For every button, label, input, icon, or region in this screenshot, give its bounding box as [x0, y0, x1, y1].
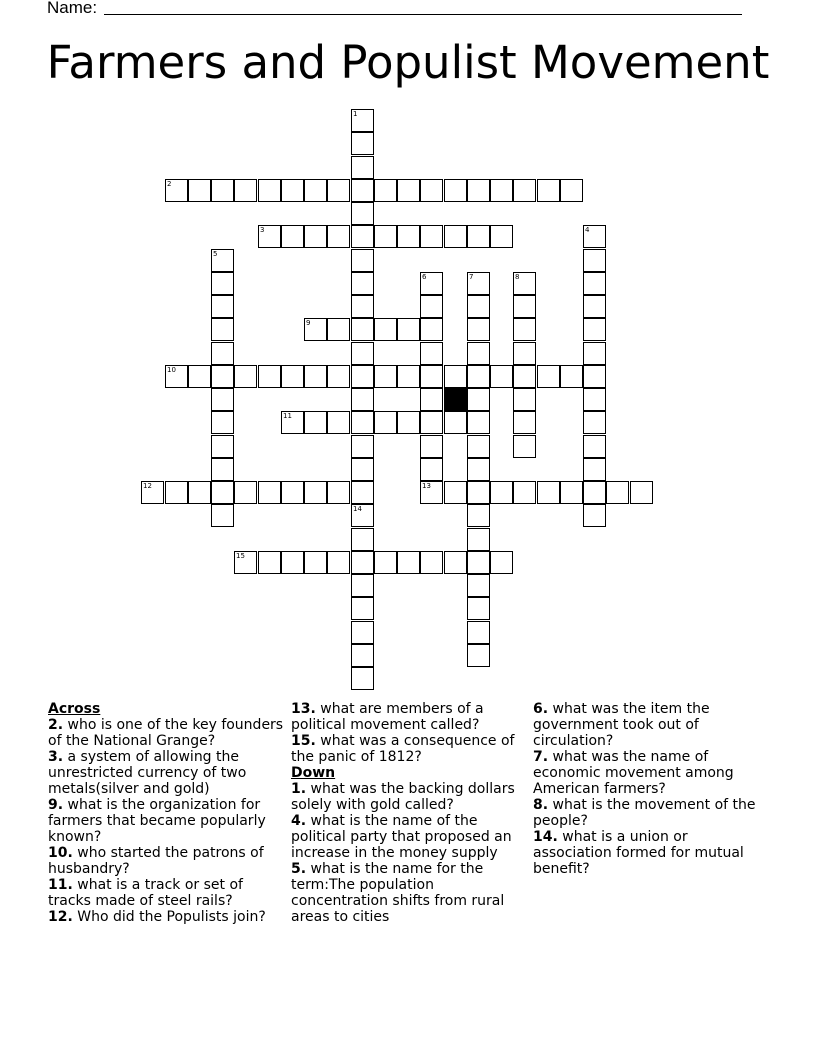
crossword-cell[interactable] [351, 365, 374, 388]
crossword-cell[interactable] [211, 365, 234, 388]
crossword-cell[interactable] [467, 342, 490, 365]
crossword-cell[interactable] [327, 411, 350, 434]
clue-number: 10 [167, 366, 176, 374]
crossword-cell[interactable] [351, 388, 374, 411]
crossword-cell[interactable] [397, 318, 420, 341]
crossword-cell[interactable] [351, 411, 374, 434]
crossword-cell[interactable] [188, 179, 211, 202]
crossword-cell[interactable] [490, 481, 513, 504]
crossword-cell[interactable] [513, 481, 536, 504]
crossword-cell[interactable] [490, 225, 513, 248]
crossword-cell[interactable] [537, 179, 560, 202]
clue-12 [48, 909, 284, 925]
crossword-cell[interactable] [211, 458, 234, 481]
crossword-cell[interactable] [583, 249, 606, 272]
crossword-cell[interactable] [234, 365, 257, 388]
crossword-cell[interactable] [583, 365, 606, 388]
clue-text: what is the organization for farmers that became popularly known? [48, 797, 266, 845]
clue-number: 13 [422, 482, 431, 490]
crossword-cell[interactable] [583, 318, 606, 341]
crossword-cell[interactable] [583, 411, 606, 434]
crossword-cell[interactable] [513, 272, 536, 295]
crossword-cell[interactable] [420, 481, 443, 504]
clue-text: what is a union or association formed for mutual benefit? [533, 829, 744, 877]
crossword-cell[interactable] [351, 667, 374, 690]
crossword-cell[interactable] [281, 551, 304, 574]
crossword-cell[interactable] [258, 179, 281, 202]
clue-number: 7 [469, 273, 474, 281]
crossword-cell[interactable] [351, 156, 374, 179]
clue-number-label: 12. [48, 909, 73, 925]
clue-text: what is the name of the political party that proposed an increase in the money supply [291, 813, 512, 861]
crossword-cell[interactable] [444, 481, 467, 504]
crossword-cell[interactable] [513, 318, 536, 341]
crossword-cell[interactable] [304, 551, 327, 574]
crossword-cell[interactable] [351, 225, 374, 248]
crossword-cell[interactable] [583, 272, 606, 295]
crossword-cell[interactable] [467, 272, 490, 295]
clue-number-label: 4. [291, 813, 307, 829]
crossword-cell[interactable] [211, 435, 234, 458]
across-heading: Across [48, 701, 101, 717]
clue-number-label: 5. [291, 861, 307, 877]
crossword-cell[interactable] [537, 365, 560, 388]
crossword-cell[interactable] [327, 481, 350, 504]
clue-text: what is a track or set of tracks made of steel rails? [48, 877, 243, 909]
clue-text: who started the patrons of husbandry? [48, 845, 264, 877]
clue-11 [48, 877, 284, 909]
clue-4 [291, 813, 527, 861]
crossword-cell[interactable] [327, 179, 350, 202]
clue-14 [533, 829, 769, 877]
crossword-cell[interactable] [351, 272, 374, 295]
crossword-cell[interactable] [467, 551, 490, 574]
crossword-cell[interactable] [165, 179, 188, 202]
crossword-cell[interactable] [211, 342, 234, 365]
crossword-cell[interactable] [327, 365, 350, 388]
crossword-cell[interactable] [583, 504, 606, 527]
crossword-cell[interactable] [281, 481, 304, 504]
clue-number-label: 9. [48, 797, 64, 813]
crossword-cell[interactable] [165, 365, 188, 388]
crossword-cell[interactable] [490, 179, 513, 202]
crossword-cell[interactable] [234, 551, 257, 574]
crossword-cell[interactable] [490, 365, 513, 388]
clue-2 [48, 717, 284, 749]
crossword-cell[interactable] [304, 481, 327, 504]
crossword-cell[interactable] [351, 318, 374, 341]
crossword-cell[interactable] [351, 481, 374, 504]
crossword-cell[interactable] [420, 295, 443, 318]
crossword-cell[interactable] [583, 458, 606, 481]
clue-text: what was the backing dollars solely with gold called? [291, 781, 515, 813]
clue-text: who is one of the key founders of the National Grange? [48, 717, 284, 749]
crossword-cell[interactable] [211, 388, 234, 411]
crossword-cell[interactable] [165, 481, 188, 504]
crossword-cell[interactable] [513, 388, 536, 411]
clue-number-label: 8. [533, 797, 549, 813]
crossword-cell[interactable] [211, 272, 234, 295]
crossword-cell[interactable] [351, 644, 374, 667]
clue-9 [48, 797, 284, 845]
crossword-cell[interactable] [374, 225, 397, 248]
crossword-cell[interactable] [281, 179, 304, 202]
crossword-cell[interactable] [420, 551, 443, 574]
crossword-cell[interactable] [513, 411, 536, 434]
crossword-cell[interactable] [211, 179, 234, 202]
clue-number: 12 [143, 482, 152, 490]
crossword-cell[interactable] [211, 295, 234, 318]
crossword-cell[interactable] [211, 249, 234, 272]
crossword-cell[interactable] [420, 225, 443, 248]
crossword-cell[interactable] [583, 388, 606, 411]
clue-number-label: 13. [291, 701, 316, 717]
crossword-cell[interactable] [467, 644, 490, 667]
crossword-cell[interactable] [420, 342, 443, 365]
crossword-cell[interactable] [351, 551, 374, 574]
crossword-cell[interactable] [560, 365, 583, 388]
crossword-cell[interactable] [583, 225, 606, 248]
crossword-cell[interactable] [374, 365, 397, 388]
crossword-cell[interactable] [583, 435, 606, 458]
crossword-cell[interactable] [258, 225, 281, 248]
crossword-cell[interactable] [490, 551, 513, 574]
crossword-cell[interactable] [420, 272, 443, 295]
crossword-cell[interactable] [374, 179, 397, 202]
crossword-cell[interactable] [351, 504, 374, 527]
clue-number: 3 [260, 226, 265, 234]
crossword-cell[interactable] [351, 342, 374, 365]
crossword-cell[interactable] [351, 574, 374, 597]
crossword-cell[interactable] [444, 225, 467, 248]
clue-number: 5 [213, 250, 218, 258]
crossword-cell[interactable] [351, 458, 374, 481]
crossword-cell[interactable] [444, 179, 467, 202]
clue-13 [291, 701, 527, 733]
crossword-cell[interactable] [583, 481, 606, 504]
clue-number: 11 [283, 412, 292, 420]
crossword-cell[interactable] [374, 551, 397, 574]
clue-column-2 [291, 701, 527, 925]
crossword-cell[interactable] [258, 365, 281, 388]
crossword-cell[interactable] [467, 411, 490, 434]
crossword-cell[interactable] [583, 342, 606, 365]
crossword-cell[interactable] [304, 411, 327, 434]
crossword-cell[interactable] [420, 388, 443, 411]
crossword-cell[interactable] [327, 225, 350, 248]
clue-6 [533, 701, 769, 749]
crossword-cell[interactable] [188, 481, 211, 504]
crossword-cell[interactable] [560, 179, 583, 202]
crossword-cell[interactable] [420, 179, 443, 202]
clue-column-3 [533, 701, 769, 877]
crossword-cell[interactable] [444, 365, 467, 388]
clue-text: what is the movement of the people? [533, 797, 756, 829]
crossword-cell[interactable] [444, 411, 467, 434]
crossword-cell[interactable] [467, 528, 490, 551]
crossword-cell[interactable] [351, 528, 374, 551]
crossword-cell[interactable] [467, 318, 490, 341]
crossword-cell[interactable] [467, 365, 490, 388]
crossword-cell[interactable] [281, 411, 304, 434]
crossword-cell[interactable] [467, 504, 490, 527]
clue-number: 9 [306, 319, 311, 327]
clue-text: what was the name of economic movement among American farmers? [533, 749, 734, 797]
crossword-cell[interactable] [467, 621, 490, 644]
clue-3 [48, 749, 284, 797]
clue-number-label: 6. [533, 701, 549, 717]
puzzle-title: Farmers and Populist Movement [46, 36, 770, 89]
clue-number: 8 [515, 273, 520, 281]
black-square [444, 388, 467, 411]
crossword-cell[interactable] [351, 109, 374, 132]
name-label: Name: [47, 0, 98, 17]
crossword-cell[interactable] [211, 411, 234, 434]
clue-5 [291, 861, 527, 925]
crossword-cell[interactable] [188, 365, 211, 388]
crossword-cell[interactable] [211, 481, 234, 504]
crossword-cell[interactable] [467, 435, 490, 458]
clue-number: 1 [353, 110, 358, 118]
crossword-cell[interactable] [351, 249, 374, 272]
crossword-cell[interactable] [258, 481, 281, 504]
clue-8 [533, 797, 769, 829]
crossword-cell[interactable] [513, 342, 536, 365]
crossword-cell[interactable] [304, 365, 327, 388]
crossword-cell[interactable] [351, 597, 374, 620]
crossword-cell[interactable] [467, 225, 490, 248]
clue-number: 4 [585, 226, 590, 234]
crossword-cell[interactable] [211, 504, 234, 527]
crossword-cell[interactable] [467, 179, 490, 202]
clue-text: Who did the Populists join? [72, 909, 266, 925]
clue-text: what is the name for the term:The population concentration shifts from rural areas to cities [291, 861, 505, 925]
crossword-cell[interactable] [513, 179, 536, 202]
clue-number-label: 11. [48, 877, 73, 893]
clue-number-label: 10. [48, 845, 73, 861]
crossword-cell[interactable] [351, 132, 374, 155]
crossword-cell[interactable] [467, 458, 490, 481]
clue-number-label: 7. [533, 749, 549, 765]
crossword-cell[interactable] [420, 435, 443, 458]
crossword-cell[interactable] [420, 318, 443, 341]
crossword-cell[interactable] [327, 551, 350, 574]
crossword-cell[interactable] [304, 318, 327, 341]
crossword-cell[interactable] [234, 179, 257, 202]
crossword-cell[interactable] [351, 621, 374, 644]
crossword-cell[interactable] [281, 365, 304, 388]
crossword-cell[interactable] [583, 295, 606, 318]
crossword-cell[interactable] [304, 179, 327, 202]
crossword-cell[interactable] [513, 295, 536, 318]
crossword-cell[interactable] [397, 411, 420, 434]
crossword-cell[interactable] [351, 202, 374, 225]
crossword-cell[interactable] [351, 179, 374, 202]
crossword-cell[interactable] [513, 365, 536, 388]
crossword-cell[interactable] [351, 295, 374, 318]
clue-number: 6 [422, 273, 427, 281]
crossword-cell[interactable] [258, 551, 281, 574]
crossword-cell[interactable] [467, 481, 490, 504]
clue-column-1 [48, 701, 284, 925]
crossword-cell[interactable] [630, 481, 653, 504]
crossword-cell[interactable] [467, 574, 490, 597]
crossword-cell[interactable] [351, 435, 374, 458]
crossword-cell[interactable] [420, 365, 443, 388]
crossword-cell[interactable] [327, 318, 350, 341]
clue-number: 15 [236, 552, 245, 560]
crossword-cell[interactable] [211, 318, 234, 341]
crossword-cell[interactable] [397, 551, 420, 574]
clue-number-label: 14. [533, 829, 558, 845]
clue-15 [291, 733, 527, 765]
crossword-cell[interactable] [606, 481, 629, 504]
crossword-cell[interactable] [234, 481, 257, 504]
clue-7 [533, 749, 769, 797]
clue-number-label: 1. [291, 781, 307, 797]
crossword-cell[interactable] [141, 481, 164, 504]
down-heading: Down [291, 765, 336, 781]
crossword-cell[interactable] [560, 481, 583, 504]
crossword-cell[interactable] [537, 481, 560, 504]
clue-number-label: 3. [48, 749, 64, 765]
crossword-cell[interactable] [397, 225, 420, 248]
crossword-cell[interactable] [467, 388, 490, 411]
clue-text: a system of allowing the unrestricted currency of two metals(silver and gold) [48, 749, 247, 797]
clue-text: what was the item the government took out of circulation? [533, 701, 710, 749]
crossword-cell[interactable] [467, 597, 490, 620]
crossword-cell[interactable] [397, 179, 420, 202]
clue-number-label: 15. [291, 733, 316, 749]
crossword-cell[interactable] [420, 458, 443, 481]
crossword-cell[interactable] [467, 295, 490, 318]
crossword-cell[interactable] [374, 318, 397, 341]
clue-text: what was a consequence of the panic of 1812? [291, 733, 515, 765]
crossword-cell[interactable] [513, 435, 536, 458]
crossword-cell[interactable] [420, 411, 443, 434]
clue-1 [291, 781, 527, 813]
clue-number-label: 2. [48, 717, 64, 733]
crossword-cell[interactable] [444, 551, 467, 574]
clue-10 [48, 845, 284, 877]
crossword-cell[interactable] [281, 225, 304, 248]
crossword-cell[interactable] [374, 411, 397, 434]
crossword-cell[interactable] [397, 365, 420, 388]
clue-text: what are members of a political movement called? [291, 701, 484, 733]
crossword-cell[interactable] [304, 225, 327, 248]
clue-number: 2 [167, 180, 172, 188]
clue-number: 14 [353, 505, 362, 513]
